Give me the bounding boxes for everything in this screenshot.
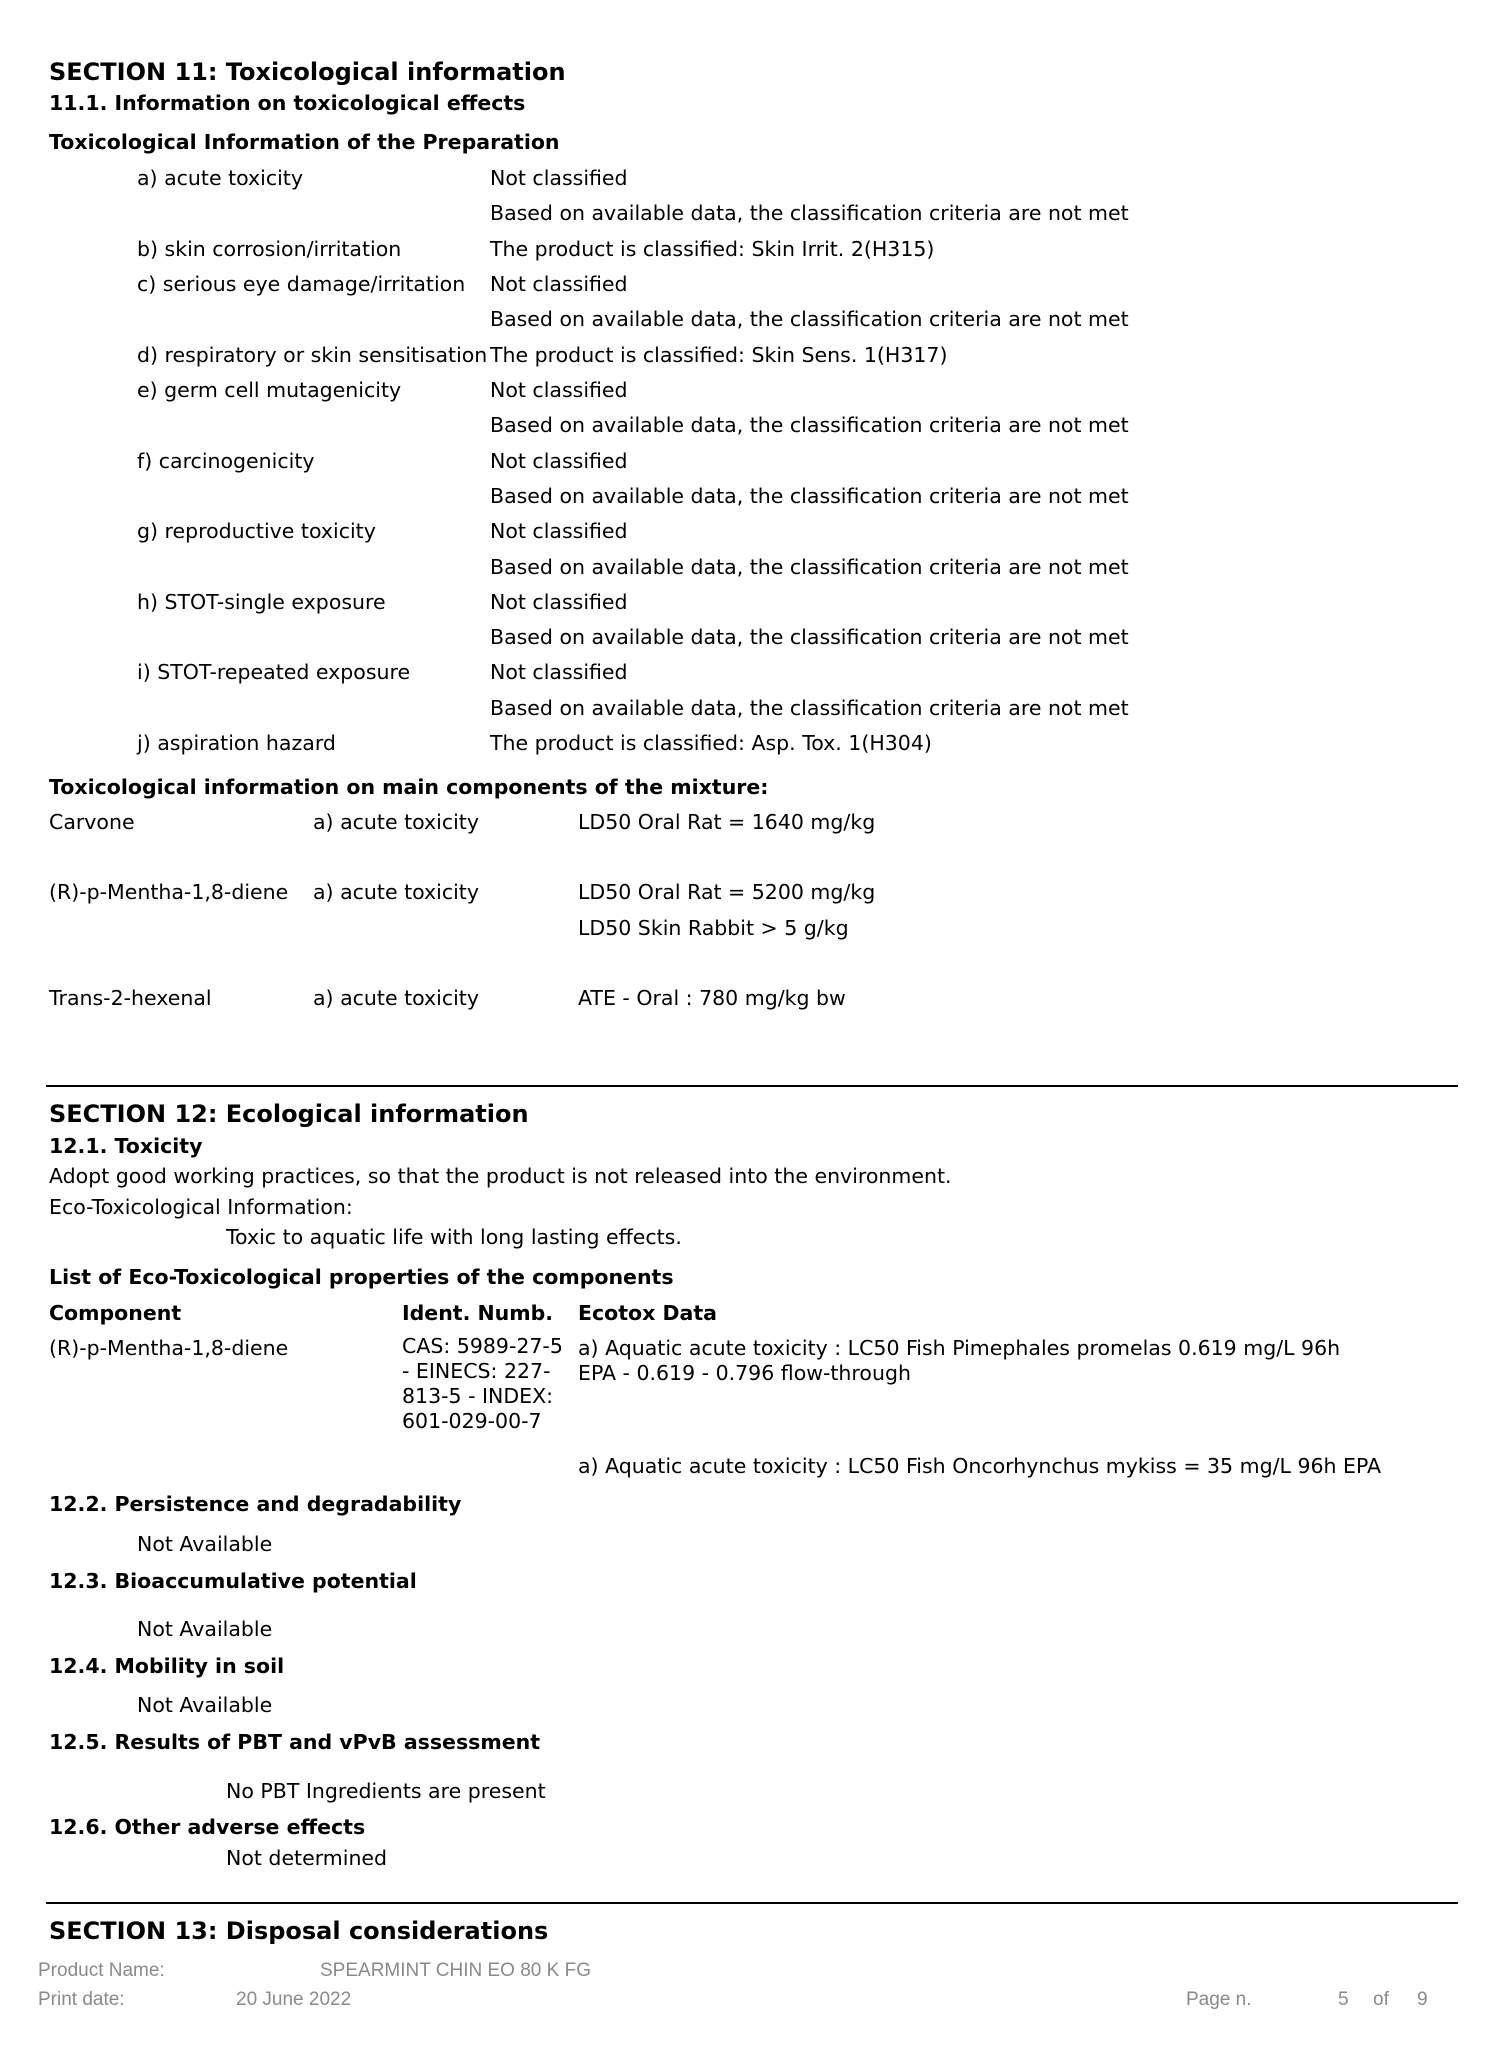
section-12-6-value: Not determined xyxy=(226,1846,388,1870)
section-divider xyxy=(46,1085,1458,1087)
mixture-heading: Toxicological information on main components of the mixture: xyxy=(49,775,769,799)
eco-list-heading: List of Eco-Toxicological properties of the components xyxy=(49,1265,674,1289)
tox-value: The product is classified: Skin Sens. 1(H317) xyxy=(490,343,948,367)
tox-value: Not classified xyxy=(490,378,628,402)
eco-data: EPA - 0.619 - 0.796 flow-through xyxy=(578,1361,911,1385)
component-type: a) acute toxicity xyxy=(313,880,479,904)
footer-product-label: Product Name: xyxy=(38,1960,165,1981)
eco-data: a) Aquatic acute toxicity : LC50 Fish Oncorhynchus mykiss = 35 mg/L 96h EPA xyxy=(578,1454,1382,1478)
section-13-title: SECTION 13: Disposal considerations xyxy=(49,1917,549,1945)
component-value: ATE - Oral : 780 mg/kg bw xyxy=(578,986,846,1010)
section-12-3-heading: 12.3. Bioaccumulative potential xyxy=(49,1569,417,1593)
section-divider xyxy=(46,1902,1458,1904)
section-12-4-heading: 12.4. Mobility in soil xyxy=(49,1654,285,1678)
tox-label: d) respiratory or skin sensitisation xyxy=(137,343,488,367)
tox-value: Based on available data, the classification criteria are not met xyxy=(490,307,1129,331)
section-11-title: SECTION 11: Toxicological information xyxy=(49,58,566,86)
footer-of-label: of xyxy=(1373,1989,1389,2010)
component-name: Carvone xyxy=(49,810,135,834)
tox-label: a) acute toxicity xyxy=(137,166,303,190)
component-name: Trans-2-hexenal xyxy=(49,986,212,1010)
eco-ident-number: CAS: 5989-27-5 - EINECS: 227-813-5 - INDEX: 601-029-00-7 xyxy=(402,1334,563,1433)
section-12-2-heading: 12.2. Persistence and degradability xyxy=(49,1492,462,1516)
component-type: a) acute toxicity xyxy=(313,810,479,834)
tox-label: c) serious eye damage/irritation xyxy=(137,272,466,296)
footer-page-number: 5 xyxy=(1338,1989,1349,2010)
component-name: (R)-p-Mentha-1,8-diene xyxy=(49,880,289,904)
tox-value: Based on available data, the classification criteria are not met xyxy=(490,201,1129,225)
tox-value: Based on available data, the classification criteria are not met xyxy=(490,555,1129,579)
col-header-component: Component xyxy=(49,1301,182,1325)
eco-component-name: (R)-p-Mentha-1,8-diene xyxy=(49,1336,289,1360)
tox-value: The product is classified: Skin Irrit. 2(H315) xyxy=(490,237,935,261)
tox-value: Based on available data, the classification criteria are not met xyxy=(490,625,1129,649)
tox-value: Based on available data, the classification criteria are not met xyxy=(490,484,1129,508)
tox-label: h) STOT-single exposure xyxy=(137,590,386,614)
eco-data: a) Aquatic acute toxicity : LC50 Fish Pimephales promelas 0.619 mg/L 96h xyxy=(578,1336,1341,1360)
component-value: LD50 Oral Rat = 1640 mg/kg xyxy=(578,810,876,834)
section-12-5-heading: 12.5. Results of PBT and vPvB assessment xyxy=(49,1730,541,1754)
col-header-ident: Ident. Numb. xyxy=(402,1301,554,1325)
component-type: a) acute toxicity xyxy=(313,986,479,1010)
eco-info-label: Eco-Toxicological Information: xyxy=(49,1195,353,1219)
section-12-title: SECTION 12: Ecological information xyxy=(49,1100,529,1128)
col-header-ecotox: Ecotox Data xyxy=(578,1301,717,1325)
tox-value: Not classified xyxy=(490,449,628,473)
tox-value: Not classified xyxy=(490,590,628,614)
eco-info-value: Toxic to aquatic life with long lasting effects. xyxy=(226,1225,682,1249)
tox-label: j) aspiration hazard xyxy=(137,731,336,755)
tox-label: g) reproductive toxicity xyxy=(137,519,376,543)
tox-label: e) germ cell mutagenicity xyxy=(137,378,402,402)
footer-print-label: Print date: xyxy=(38,1989,125,2010)
section-12-6-heading: 12.6. Other adverse effects xyxy=(49,1815,366,1839)
adopt-text: Adopt good working practices, so that the product is not released into the environment. xyxy=(49,1164,952,1188)
tox-label: f) carcinogenicity xyxy=(137,449,315,473)
section-11-1-heading: 11.1. Information on toxicological effects xyxy=(49,91,526,115)
tox-value: Based on available data, the classification criteria are not met xyxy=(490,696,1129,720)
footer-print-date: 20 June 2022 xyxy=(236,1989,352,2010)
tox-value: The product is classified: Asp. Tox. 1(H304) xyxy=(490,731,932,755)
footer-product-value: SPEARMINT CHIN EO 80 K FG xyxy=(320,1960,591,1981)
tox-label: i) STOT-repeated exposure xyxy=(137,660,411,684)
tox-value: Not classified xyxy=(490,519,628,543)
section-12-4-value: Not Available xyxy=(137,1693,273,1717)
footer-page-total: 9 xyxy=(1417,1989,1428,2010)
section-12-1-heading: 12.1. Toxicity xyxy=(49,1134,203,1158)
tox-value: Not classified xyxy=(490,166,628,190)
component-value: LD50 Skin Rabbit > 5 g/kg xyxy=(578,916,849,940)
section-12-5-value: No PBT Ingredients are present xyxy=(226,1779,546,1803)
footer-page-label: Page n. xyxy=(1186,1989,1252,2010)
preparation-heading: Toxicological Information of the Preparation xyxy=(49,130,560,154)
tox-value: Based on available data, the classification criteria are not met xyxy=(490,413,1129,437)
section-12-2-value: Not Available xyxy=(137,1532,273,1556)
component-value: LD50 Oral Rat = 5200 mg/kg xyxy=(578,880,876,904)
section-12-3-value: Not Available xyxy=(137,1617,273,1641)
tox-label: b) skin corrosion/irritation xyxy=(137,237,402,261)
tox-value: Not classified xyxy=(490,272,628,296)
tox-value: Not classified xyxy=(490,660,628,684)
